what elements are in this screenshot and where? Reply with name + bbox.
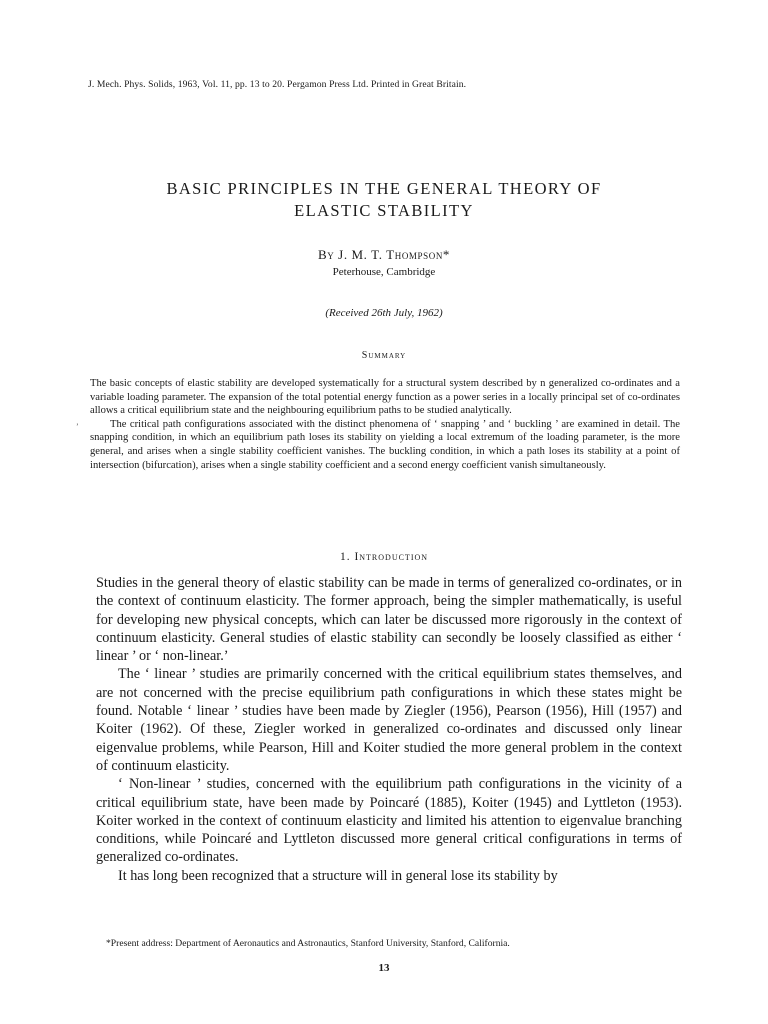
introduction-paragraph-2: The ‘ linear ’ studies are primarily concerned with the critical equilibrium states themselves, and are not concerned with the precise equilibrium path configurations in which these states might be found. Notable ‘ linear ’ studies have been made by Ziegler (1956), Pearson (1956), Hill (1957) and Koiter (1962). Of these, Ziegler worked in generalized co-ordinates and discussed only linear eigenvalue problems, while Pearson, Hill and Koiter studied the more general problem in the context of continuum elasticity. [96, 666, 682, 774]
summary-paragraph-2: The critical path configurations associated with the distinct phenomena of ‘ snapping ’ and ‘ buckling ’ are examined in detail. The snapping condition, in which an equilibrium path loses its stability on yielding a local extremum of the loading parameter, is the more general, and arises when a single stability coefficient vanishes. The buckling condition, in which a path loses its stability at a point of intersection (bifurcation), arises when a single stability coefficient and a second energy coefficient vanish simultaneously. [90, 418, 680, 471]
introduction-paragraph-3: ‘ Non-linear ’ studies, concerned with the equilibrium path configurations in the vicinity of a critical equilibrium state, have been made by Poincaré (1885), Koiter (1945) and Lyttleton (1953). Koiter worked in the context of continuum elasticity and limited his attention to eigenvalue branching conditions, while Poincaré and Lyttleton discussed more general critical configurations in terms of generalized co-ordinates. [96, 776, 682, 866]
summary-heading: Summary [361, 350, 407, 361]
paper-title-line-1: BASIC PRINCIPLES IN THE GENERAL THEORY OF [166, 179, 602, 198]
paper-title [80, 178, 688, 222]
section-heading-introduction: 1. Introduction [339, 551, 429, 563]
summary-paragraph-1: The basic concepts of elastic stability are developed systematically for a structural system described by n generalized co-ordinates and a variable loading parameter. The expansion of the total potential energy function as a power series in a locally principal set of co-ordinates allows a critical equilibrium state and the neighbouring equilibrium paths to be studied analytically. [90, 378, 680, 417]
paper-title-line-2: ELASTIC STABILITY [294, 201, 474, 220]
author-affiliation: Peterhouse, Cambridge [332, 266, 436, 278]
author-line: By J. M. T. Thompson* [317, 247, 451, 262]
introduction-paragraph-4: It has long been recognized that a structure will in general lose its stability by [118, 867, 558, 884]
footnote: *Present address: Department of Aeronautics and Astronautics, Stanford University, Stanford, California. [106, 938, 510, 949]
received-date: (Received 26th July, 1962) [325, 307, 443, 319]
page-number: 13 [378, 962, 390, 974]
introduction-paragraph-1: Studies in the general theory of elastic stability can be made in terms of generalized co-ordinates, or in the context of continuum elasticity. The former approach, being the simpler mathematically, is useful for developing new physical concepts, which can later be discussed more rigorously in the context of continuum elasticity. General studies of elastic stability can secondly be loosely classified as either ‘ linear ’ or ‘ non-linear.’ [96, 575, 682, 665]
summary-abstract [90, 377, 680, 472]
introduction-body [96, 574, 682, 885]
margin-mark: ’ [76, 422, 79, 431]
journal-citation: J. Mech. Phys. Solids, 1963, Vol. 11, pp. 13 to 20. Pergamon Press Ltd. Printed in Great Britain. [88, 79, 467, 90]
